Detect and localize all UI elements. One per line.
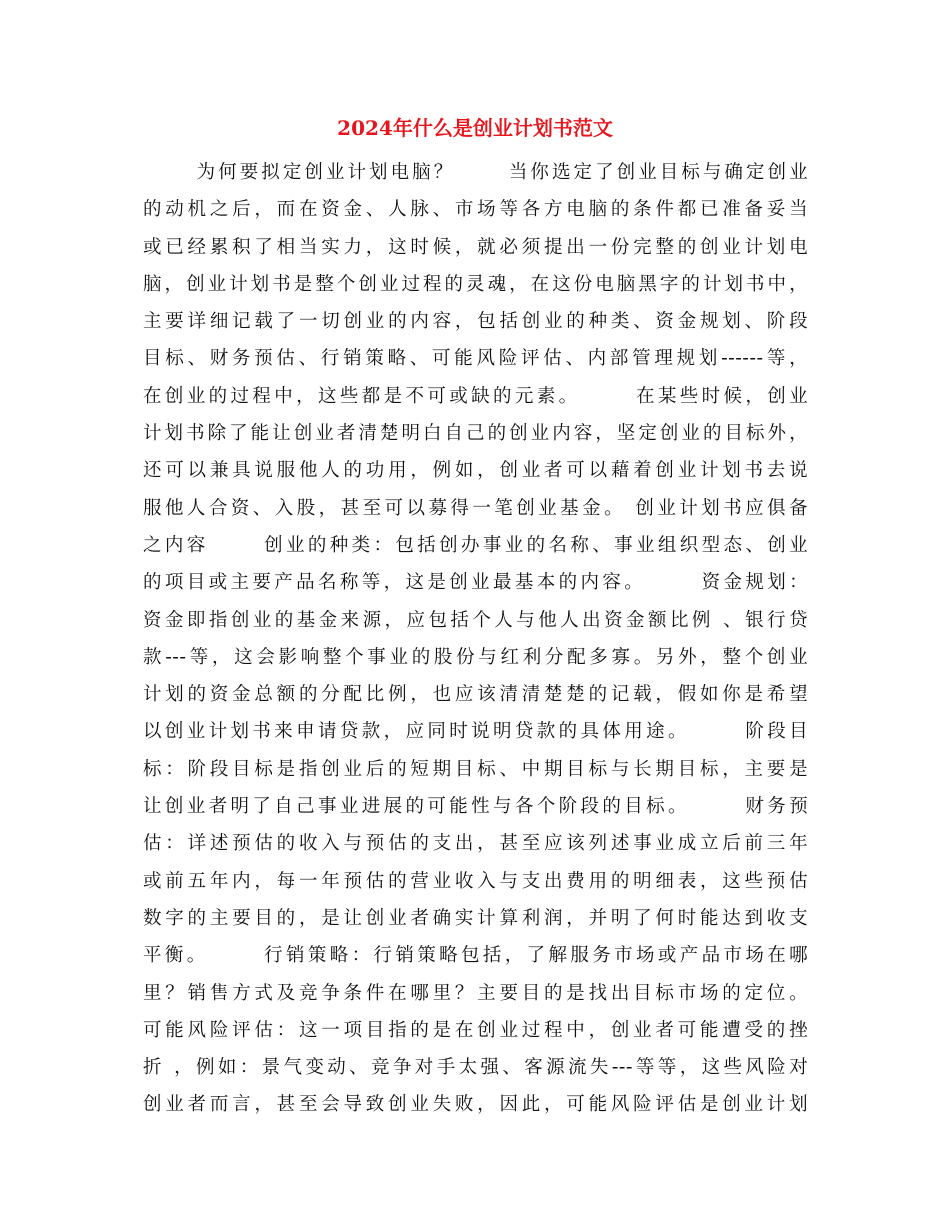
body-text-line: 服他人合资、入股，甚至可以募得一笔创业基金。 创业计划书应俱备 [143, 497, 808, 519]
body-text-line: 平衡。 行销策略：行销策略包括，了解服务市场或产品市场在哪 [143, 945, 808, 967]
body-text-line: 折 ，例如：景气变动、竞争对手太强、客源流失---等等，这些风险对 [143, 1057, 808, 1079]
body-text-line: 计划书除了能让创业者清楚明白自己的创业内容，坚定创业的目标外， [143, 423, 808, 445]
body-text-line: 标：阶段目标是指创业后的短期目标、中期目标与长期目标，主要是 [143, 758, 808, 780]
body-text-line: 数字的主要目的，是让创业者确实计算利润，并明了何时能达到收支 [143, 907, 808, 929]
document-title: 2024年什么是创业计划书范文 [337, 116, 613, 140]
document-body [143, 154, 808, 1124]
body-text-line: 之内容 创业的种类：包括创办事业的名称、事业组织型态、创业 [143, 534, 808, 556]
body-text-line: 里？销售方式及竞争条件在哪里？主要目的是找出目标市场的定位。 [143, 982, 808, 1004]
body-text-line: 以创业计划书来申请贷款，应同时说明贷款的具体用途。 阶段目 [143, 721, 808, 743]
body-text-line: 的动机之后，而在资金、人脉、市场等各方电脑的条件都已准备妥当 [143, 199, 808, 221]
body-text-line: 资金即指创业的基金来源，应包括个人与他人出资金额比例 、银行贷 [143, 609, 808, 631]
body-text-line: 计划的资金总额的分配比例，也应该清清楚楚的记载，假如你是希望 [143, 684, 808, 706]
body-text-line: 或已经累积了相当实力，这时候，就必须提出一份完整的创业计划电 [143, 236, 808, 258]
body-text-line: 主要详细记载了一切创业的内容，包括创业的种类、资金规划、阶段 [143, 311, 808, 333]
body-text-line: 或前五年内，每一年预估的营业收入与支出费用的明细表，这些预估 [143, 870, 808, 892]
body-text-line: 款---等，这会影响整个事业的股份与红利分配多寡。另外，整个创业 [143, 646, 808, 668]
body-text-line: 在创业的过程中，这些都是不可或缺的元素。 在某些时候，创业 [143, 385, 808, 407]
body-text-line: 目标、财务预估、行销策略、可能风险评估、内部管理规划------等， [143, 348, 808, 370]
body-text-line: 还可以兼具说服他人的功用，例如，创业者可以藉着创业计划书去说 [143, 460, 808, 482]
body-text-line: 让创业者明了自己事业进展的可能性与各个阶段的目标。 财务预 [143, 796, 808, 818]
body-text-line: 估：详述预估的收入与预估的支出，甚至应该列述事业成立后前三年 [143, 833, 808, 855]
body-text-line: 可能风险评估：这一项目指的是在创业过程中，创业者可能遭受的挫 [143, 1019, 808, 1041]
body-text-line: 脑，创业计划书是整个创业过程的灵魂，在这份电脑黑字的计划书中， [143, 273, 808, 295]
body-text-line: 创业者而言，甚至会导致创业失败，因此，可能风险评估是创业计划 [143, 1094, 808, 1116]
body-text-line: 为何要拟定创业计划电脑？ 当你选定了创业目标与确定创业 [143, 162, 808, 183]
body-text-line: 的项目或主要产品名称等，这是创业最基本的内容。 资金规划： [143, 572, 808, 594]
